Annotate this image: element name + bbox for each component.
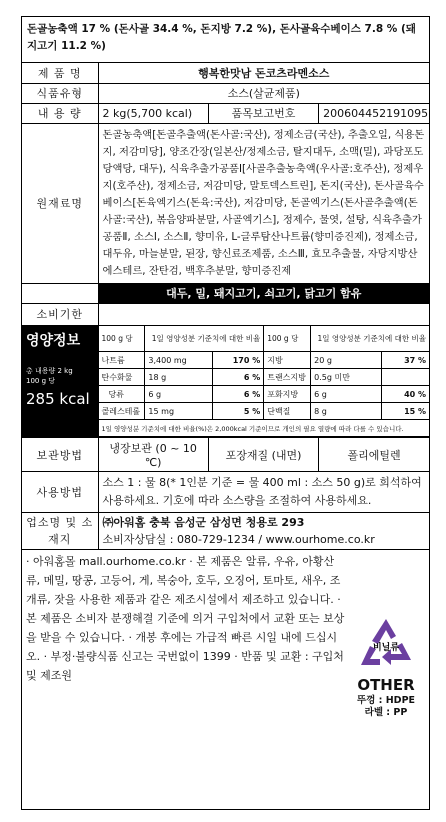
nutrient-name: 포화지방 bbox=[264, 386, 311, 403]
food-type-label: 식품유형 bbox=[22, 83, 98, 103]
nutrient-name: 지방 bbox=[264, 352, 311, 369]
report-number-value: 200604452191095 bbox=[319, 103, 429, 123]
nutrition-table-cell bbox=[98, 325, 429, 438]
table-row bbox=[99, 352, 430, 369]
nutrition-total: 총 내용량 2 kg bbox=[26, 366, 73, 375]
nutrient-amount: 6 g bbox=[311, 386, 382, 403]
nutrient-percent: 37 % bbox=[382, 352, 429, 369]
nutrition-title: 영양정보 bbox=[26, 332, 81, 349]
usage-text: 소스 1 : 물 8(* 1인분 기준 = 물 400 ml : 소스 50 g)로 희석하여 사용하세요. 기호에 따라 소스량을 조절하여 사용하세요. bbox=[98, 472, 429, 513]
nutrient-percent: 6 % bbox=[212, 386, 263, 403]
packaging-label: 포장재질 (내면) bbox=[208, 438, 318, 472]
nutrition-note: 1일 영양성분 기준치에 대한 비율(%)은 2,000kcal 기준이므로 개인의 필요 열량에 따라 다를 수 있습니다. bbox=[99, 420, 430, 437]
nutrient-name: 탄수화물 bbox=[99, 369, 145, 386]
nutrient-name: 트랜스지방 bbox=[264, 369, 311, 386]
nutrient-amount: 18 g bbox=[145, 369, 212, 386]
table-row bbox=[99, 386, 430, 403]
nutrient-amount: 8 g bbox=[311, 403, 382, 420]
nutrient-amount: 0.5g 미만 bbox=[311, 369, 382, 386]
volume-label: 내 용 량 bbox=[22, 103, 98, 123]
notice-section bbox=[22, 550, 429, 729]
nutrient-name: 콜레스테롤 bbox=[99, 403, 145, 420]
report-number-label: 품목보고번호 bbox=[208, 103, 318, 123]
customer-service: 소비자상담실 : 080-729-1234 / www.ourhome.co.kr bbox=[102, 533, 375, 546]
nutrition-table bbox=[99, 326, 430, 438]
recycle-badge-text: 비닐류 bbox=[372, 643, 400, 653]
recycle-lid: 뚜껑 : HDPE bbox=[356, 695, 416, 706]
company-label: 업소명 및 소재지 bbox=[22, 513, 98, 550]
nutrient-percent: 170 % bbox=[212, 352, 263, 369]
usage-label: 사용방법 bbox=[22, 472, 98, 513]
packaging-value: 폴리에틸렌 bbox=[319, 438, 429, 472]
table-row bbox=[99, 403, 430, 420]
recycle-triangle-icon bbox=[358, 616, 414, 668]
nutrient-percent: 15 % bbox=[382, 403, 429, 420]
nutrient-percent: 40 % bbox=[382, 386, 429, 403]
nutrient-percent: 5 % bbox=[212, 403, 263, 420]
storage-label: 보관방법 bbox=[22, 438, 98, 472]
expiry-value bbox=[98, 303, 429, 325]
nutrition-summary bbox=[22, 325, 98, 438]
product-label bbox=[21, 16, 430, 810]
nutrient-amount: 15 mg bbox=[145, 403, 212, 420]
nt-head-unit-left: 100 g 당 bbox=[99, 326, 145, 352]
recycle-mark bbox=[349, 616, 423, 719]
composition-header: 돈골농축액 17 % (돈사골 34.4 %, 돈지방 7.2 %), 돈사골육수베이스 7.8 % (돼지고기 11.2 %) bbox=[22, 17, 429, 63]
recycle-label: 라벨 : PP bbox=[364, 707, 408, 718]
volume-value: 2 kg(5,700 kcal) bbox=[98, 103, 208, 123]
notice-text: · 아워홈몰 mall.ourhome.co.kr · 본 제품은 알류, 우유, 아황산류, 메밀, 땅콩, 고등어, 게, 복숭아, 호두, 오징어, 토마토, 새우, 조개류, 잣을 사용한 제품과 같은 제조시설에서 제조하고 있습니다. · 본 제품은 소비자 분쟁해결 기준에 의거 구입처에서 교환 또는 보상을 받을 수 있습니다. · 개봉 후에는 가급적 빠른 시일 내에 드십시오. · 부정·불량식품 신고는 국번없이 1399 · 반품 및 교환 : 구입처 및 제조원 bbox=[26, 555, 345, 682]
product-name-label: 제 품 명 bbox=[22, 63, 98, 83]
nutrient-name: 나트륨 bbox=[99, 352, 145, 369]
food-type-value: 소스(살균제품) bbox=[98, 83, 429, 103]
nt-head-daily-left: 1일 영양성분 기준치에 대한 비율 bbox=[145, 326, 264, 352]
nutrient-name: 단백질 bbox=[264, 403, 311, 420]
ingredients-text: 돈골농축액[돈골추출액(돈사골:국산), 정제소금(국산), 추출오일, 식용돈지, 저감미당], 양조간장(일본산/정제소금, 탈지대두, 소맥(밀), 과당포도당액당, 대두), 식육추출가공품Ⅰ[사골추출농축액(우사골:호주산), 정제우지(호주산), 정제소금, 저감미당, 말토덱스트린], 돈지(국산), 돈사골육수베이스[돈육엑기스(돈육:국산), 저감미당, 돈골엑기스(돈사골추출액(돈사골:국산), 볶음양파분말, 사골엑기스], 정제수, 물엿, 설탕, 식육추출가공품Ⅱ, 소스Ⅰ, 소스Ⅱ, 향미유, L-글루탐산나트륨(향미증진제), 정제소금, 대두유, 마늘분말, 된장, 향신료조제품, 소스Ⅲ, 효모추출물, 자당지방산에스테르, 잔탄검, 백후추분말, 향미증진제 bbox=[98, 123, 429, 283]
product-name-value: 행복한맛남 돈코츠라멘소스 bbox=[98, 63, 429, 83]
nutrient-amount: 20 g bbox=[311, 352, 382, 369]
table-row bbox=[99, 369, 430, 386]
nutrient-percent: 6 % bbox=[212, 369, 263, 386]
nutrition-kcal: 285 kcal bbox=[26, 389, 90, 408]
recycle-other: OTHER bbox=[357, 676, 415, 694]
nutrient-name: 당류 bbox=[99, 386, 145, 403]
nutrient-amount: 6 g bbox=[145, 386, 212, 403]
nutrient-amount: 3,400 mg bbox=[145, 352, 212, 369]
nt-head-unit-right: 100 g 당 bbox=[264, 326, 311, 352]
product-info-table bbox=[22, 63, 429, 550]
allergen-banner: 대두, 밀, 돼지고기, 쇠고기, 닭고기 함유 bbox=[98, 283, 429, 303]
nt-head-daily-right: 1일 영양성분 기준치에 대한 비율 bbox=[311, 326, 429, 352]
company-info bbox=[98, 513, 429, 550]
expiry-label: 소비기한 bbox=[22, 303, 98, 325]
storage-value: 냉장보관 (0 ~ 10 ℃) bbox=[98, 438, 208, 472]
nutrition-per: 100 g 당 bbox=[26, 376, 56, 385]
nutrient-percent bbox=[382, 369, 429, 386]
ingredients-label: 원재료명 bbox=[22, 123, 98, 283]
company-address: ㈜아워홈 충북 음성군 삼성면 청용로 293 bbox=[102, 516, 305, 529]
